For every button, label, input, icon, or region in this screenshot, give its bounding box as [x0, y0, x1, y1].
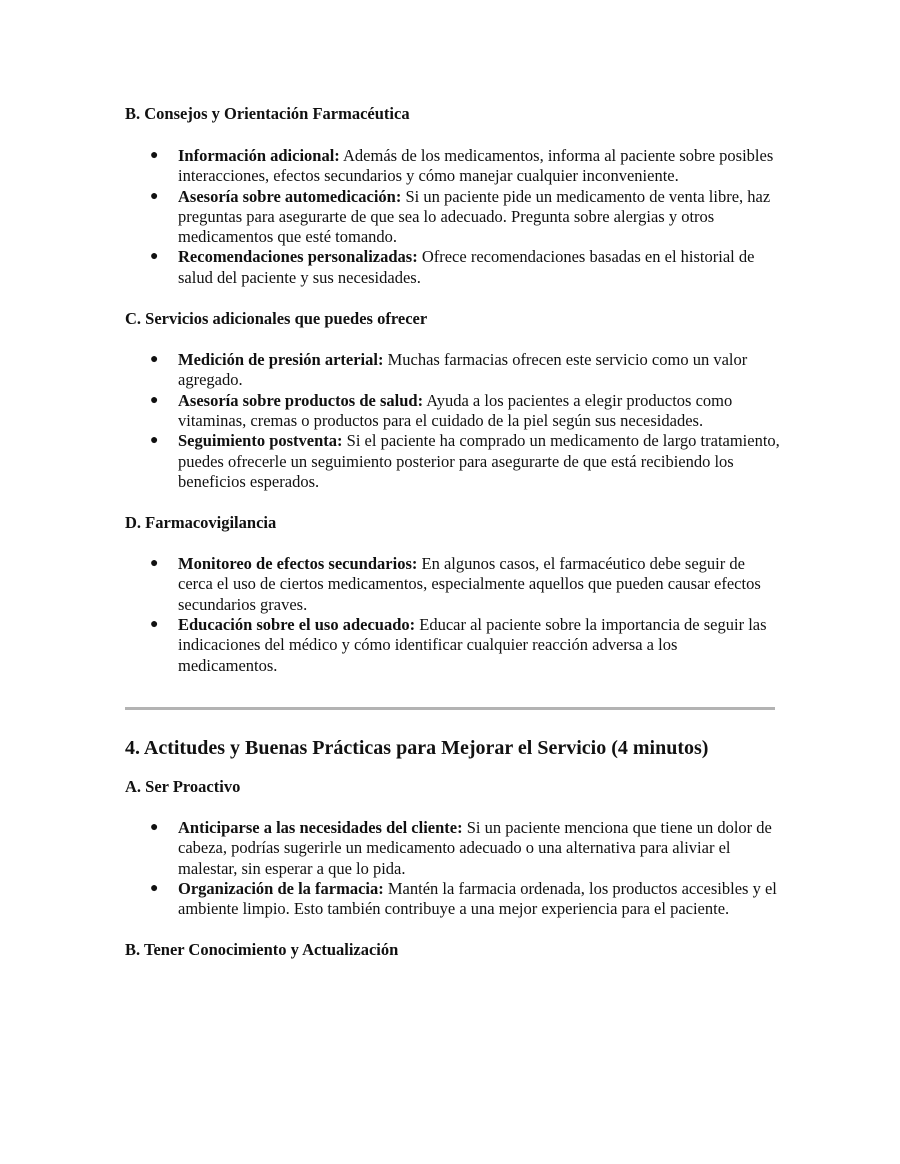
item-text: Además de los medicamentos, informa al paciente sobre posibles interacciones, efectos secundarios y cómo manejar cualquier inconveniente.	[178, 146, 774, 186]
section-heading-conocimiento: B. Tener Conocimiento y Actualización	[125, 940, 399, 960]
item-text: Educar al paciente sobre la importancia de seguir las indicaciones del médico y cómo identificar cualquier reacción adversa a los medicamentos.	[178, 615, 767, 675]
item-text: Mantén la farmacia ordenada, los productos accesibles y el ambiente limpio. Esto también contribuye a una mejor experiencia para el paciente.	[178, 878, 777, 919]
item-term: Anticiparse a las necesidades del cliente:	[178, 817, 463, 837]
section-heading-proactivo: A. Ser Proactivo	[125, 776, 241, 796]
item-term: Información adicional:	[178, 146, 340, 165]
bullet-icon: ●	[150, 433, 159, 449]
bullet-icon: ●	[150, 188, 159, 204]
item-text: En algunos casos, el farmacéutico debe seguir de cerca el uso de ciertos medicamentos, especialmente aquellos que pueden causar efectos secundarios graves.	[178, 554, 761, 614]
section-heading-farmacovigilancia: D. Farmacovigilancia	[125, 513, 277, 533]
list-item	[125, 431, 780, 492]
consejos-list	[125, 146, 780, 288]
item-text: Si el paciente ha comprado un medicamento de largo tratamiento, puedes ofrecerle un seguimiento posterior para asegurarte de que está recibiendo los beneficios esperados.	[178, 431, 780, 491]
item-text: Ayuda a los pacientes a elegir productos como vitaminas, cremas o productos para el cuidado de la piel según sus necesidades.	[178, 390, 733, 430]
list-item	[125, 554, 780, 615]
list-item	[125, 350, 780, 391]
item-term: Seguimiento postventa:	[178, 431, 343, 451]
item-term: Monitoreo de efectos secundarios:	[178, 554, 418, 574]
bullet-icon: ●	[150, 556, 159, 572]
section-heading-servicios: C. Servicios adicionales que puedes ofrecer	[125, 309, 428, 329]
item-term: Educación sobre el uso adecuado:	[178, 615, 416, 635]
item-term: Asesoría sobre productos de salud:	[178, 390, 424, 410]
list-item	[125, 391, 780, 432]
section-4-heading: 4. Actitudes y Buenas Prácticas para Mejorar el Servicio (4 minutos)	[125, 736, 709, 759]
bullet-icon: ●	[150, 392, 159, 408]
item-text: Si un paciente pide un medicamento de venta libre, haz preguntas para asegurarte de que sea lo adecuado. Pregunta sobre alergias y otros medicamentos que esté tomando.	[178, 186, 771, 247]
bullet-icon: ●	[150, 617, 159, 633]
item-text: Muchas farmacias ofrecen este servicio como un valor agregado.	[178, 350, 748, 390]
list-item	[125, 247, 780, 288]
list-item	[125, 615, 780, 676]
document-page	[125, 104, 780, 960]
item-term: Asesoría sobre automedicación:	[178, 186, 402, 206]
item-text: Si un paciente menciona que tiene un dolor de cabeza, podrías sugerirle un medicamento adecuado o una alternativa para aliviar el malestar, sin esperar a que lo pida.	[178, 817, 772, 878]
list-item	[125, 818, 780, 879]
list-item	[125, 879, 780, 920]
item-term: Recomendaciones personalizadas:	[178, 247, 418, 267]
item-text: Ofrece recomendaciones basadas en el historial de salud del paciente y sus necesidades.	[178, 247, 755, 287]
item-term: Organización de la farmacia:	[178, 878, 384, 898]
bullet-icon: ●	[150, 819, 159, 835]
bullet-icon: ●	[150, 249, 159, 265]
list-item	[125, 146, 780, 187]
section-heading-consejos: B. Consejos y Orientación Farmacéutica	[125, 104, 410, 123]
bullet-icon: ●	[150, 148, 159, 163]
item-term: Medición de presión arterial:	[178, 350, 384, 370]
bullet-icon: ●	[150, 880, 159, 896]
bullet-icon: ●	[150, 352, 159, 368]
farmacovigilancia-list	[125, 554, 780, 676]
proactivo-list	[125, 818, 780, 919]
list-item	[125, 187, 780, 248]
servicios-list	[125, 350, 780, 492]
